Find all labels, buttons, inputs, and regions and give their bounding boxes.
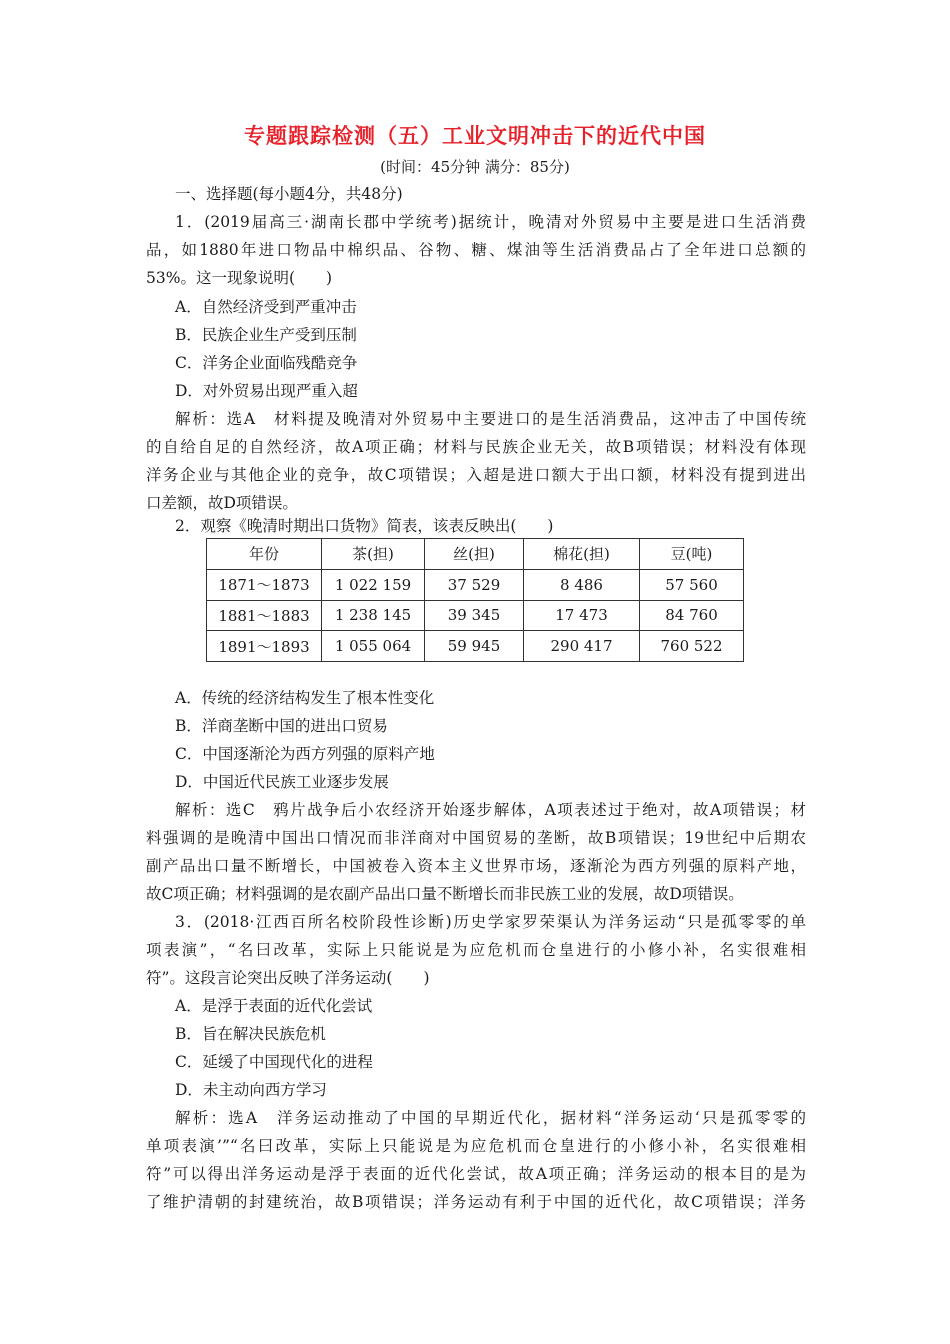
q3-option-d: D．未主动向西方学习 [175,1081,327,1099]
table-cell: 37 529 [425,569,524,600]
table-cell: 760 522 [640,631,744,662]
table-row [207,569,744,600]
q3-option-a: A．是浮于表面的近代化尝试 [175,997,373,1015]
q3-option-c: C．延缓了中国现代化的进程 [175,1053,373,1071]
table-row [207,631,744,662]
table-cell: 1 055 064 [322,631,425,662]
q1-analysis-line: 洋务企业与其他企业的竞争，故C项错误；入超是进口额大于出口额，材料没有提到进出 [146,466,806,484]
table-cell: 84 760 [640,600,744,631]
q2-option-c: C．中国逐渐沦为西方列强的原料产地 [175,745,435,763]
q3-analysis-line: 单项表演’”“名曰改革，实际上只能说是为应危机而仓皇进行的小修小补，名实很难相 [146,1137,806,1155]
table-cell: 1871～1873 [207,569,322,600]
table-cell: 57 560 [640,569,744,600]
q2-option-a: A．传统的经济结构发生了根本性变化 [175,689,435,707]
q1-analysis-line: 口差额，故D项错误。 [146,494,298,512]
q3-analysis-line: 符”可以得出洋务运动是浮于表面的近代化尝试，故A项正确；洋务运动的根本目的是为 [146,1165,806,1183]
table-cell: 39 345 [425,600,524,631]
q1-stem-line: 品，如1880年进口物品中棉织品、谷物、糖、煤油等生活消费品占了全年进口总额的 [146,241,806,259]
table-header-row [207,539,744,570]
q1-option-c: C．洋务企业面临残酷竞争 [175,354,358,372]
q1-analysis-line: 的自给自足的自然经济，故A项正确；材料与民族企业无关，故B项错误；材料没有体现 [146,438,806,456]
column-header: 年份 [207,539,322,570]
column-header: 茶(担) [322,539,425,570]
q2-analysis-line: 解析：选C 鸦片战争后小农经济开始逐步解体，A项表述过于绝对，故A项错误；材 [175,801,806,819]
q3-stem-line: 项表演”，“名曰改革，实际上只能说是为应危机而仓皇进行的小修小补，名实很难相 [146,941,806,959]
q3-analysis-line: 了维护清朝的封建统治，故B项错误；洋务运动有利于中国的近代化，故C项错误；洋务 [146,1193,806,1211]
export-goods-table [206,538,744,662]
q1-stem-line: 53%。这一现象说明( ) [146,269,333,287]
q1-analysis-line: 解析：选A 材料提及晚清对外贸易中主要进口的是生活消费品，这冲击了中国传统 [175,410,806,428]
table-cell: 1891～1893 [207,631,322,662]
column-header: 棉花(担) [524,539,640,570]
table-cell: 1881～1883 [207,600,322,631]
table-cell: 290 417 [524,631,640,662]
q3-stem-line: 符”。这段言论突出反映了洋务运动( ) [146,969,430,987]
q2-option-d: D．中国近代民族工业逐步发展 [175,773,389,791]
section-heading: 一、选择题(每小题4分，共48分) [175,185,403,203]
q1-option-a: A．自然经济受到严重冲击 [175,298,357,316]
table-cell: 17 473 [524,600,640,631]
q2-analysis-line: 料强调的是晚清中国出口情况而非洋商对中国贸易的垄断，故B项错误；19世纪中后期农 [146,829,806,847]
q2-analysis-line: 副产品出口量不断增长，中国被卷入资本主义世界市场，逐渐沦为西方列强的原料产地， [146,857,806,875]
column-header: 丝(担) [425,539,524,570]
q3-option-b: B．旨在解决民族危机 [175,1025,326,1043]
table-row [207,600,744,631]
q1-option-b: B．民族企业生产受到压制 [175,326,357,344]
table-cell: 1 238 145 [322,600,425,631]
q2-analysis-line: 故C项正确；材料强调的是农副产品出口量不断增长而非民族工业的发展，故D项错误。 [146,885,744,903]
table-cell: 1 022 159 [322,569,425,600]
q3-analysis-line: 解析：选A 洋务运动推动了中国的早期近代化，据材料“洋务运动‘只是孤零零的 [175,1109,806,1127]
document-title: 专题跟踪检测（五）工业文明冲击下的近代中国 [244,124,706,148]
q1-option-d: D．对外贸易出现严重入超 [175,382,358,400]
q2-option-b: B．洋商垄断中国的进出口贸易 [175,717,388,735]
column-header: 豆(吨) [640,539,744,570]
exam-info: (时间：45分钟 满分：85分) [380,158,570,176]
table-cell: 8 486 [524,569,640,600]
q3-stem-line: 3．(2018·江西百所名校阶段性诊断)历史学家罗荣渠认为洋务运动“只是孤零零的单 [175,913,806,931]
q2-stem: 2．观察《晚清时期出口货物》简表，该表反映出( ) [175,517,554,535]
table-cell: 59 945 [425,631,524,662]
q1-stem-line: 1．(2019届高三·湖南长郡中学统考)据统计，晚清对外贸易中主要是进口生活消费 [175,213,806,231]
